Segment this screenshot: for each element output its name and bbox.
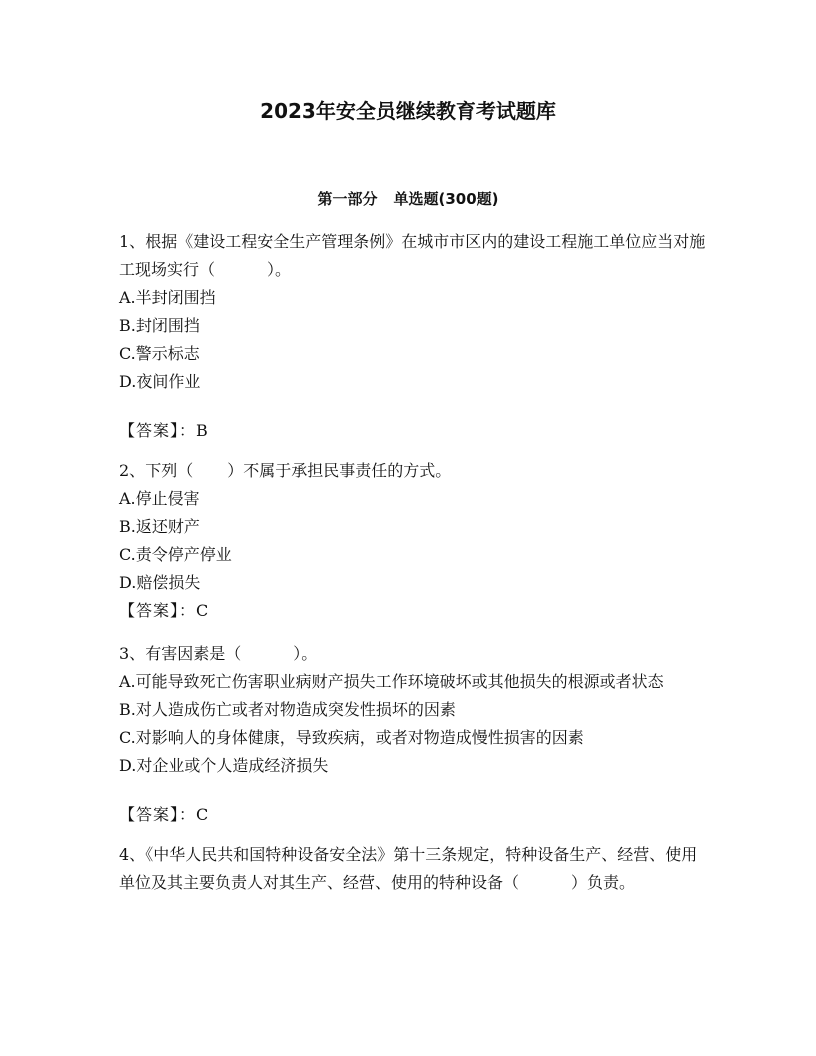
option-d: D.夜间作业 <box>119 372 201 391</box>
answer-label: 【答案】： <box>119 421 197 440</box>
stem-text-before: 《中华人民共和国特种设备安全法》第十三条规定，特种设备生产、经营、使用单位及其主要负责人对其生产、经营、使用的特种设备（ <box>119 845 698 892</box>
answer-value: C <box>196 601 210 620</box>
question-stem <box>119 228 709 284</box>
answer-label: 【答案】： <box>119 601 197 620</box>
option-c: C.对影响人的身体健康，导致疾病，或者对物造成慢性损害的因素 <box>119 728 584 747</box>
stem-text-after: ）负责。 <box>571 873 636 892</box>
stem-text-before: 有害因素是（ <box>145 644 242 663</box>
option-c: C.警示标志 <box>119 344 200 363</box>
question-number: 2、 <box>119 461 146 480</box>
answer-value: C <box>196 805 210 824</box>
option-a: A.停止侵害 <box>119 489 200 508</box>
section-heading <box>0 188 816 210</box>
question-4 <box>119 841 709 897</box>
option-b: B.封闭围挡 <box>119 316 200 335</box>
answer-label: 【答案】： <box>119 805 197 824</box>
answer-line <box>119 417 709 445</box>
question-stem <box>119 841 709 897</box>
question-number: 3、 <box>119 644 146 663</box>
option-d: D.对企业或个人造成经济损失 <box>119 756 329 775</box>
stem-text-after: ）。 <box>267 260 292 279</box>
option-b: B.对人造成伤亡或者对物造成突发性损坏的因素 <box>119 700 456 719</box>
answer-line <box>119 801 709 829</box>
document-title: 2023年安全员继续教育考试题库 <box>260 99 556 123</box>
question-list <box>119 228 709 897</box>
question-number: 1、 <box>119 232 146 251</box>
question-stem <box>119 640 709 668</box>
question-number: 4、 <box>119 845 146 864</box>
stem-text-after: ）。 <box>293 644 318 663</box>
section-part: 第一部分 <box>317 190 378 208</box>
stem-text-after: ）不属于承担民事责任的方式。 <box>227 461 452 480</box>
question-2 <box>119 457 709 625</box>
option-a: A.半封闭围挡 <box>119 288 216 307</box>
section-type: 单选题(300题) <box>393 190 499 208</box>
option-b: B.返还财产 <box>119 517 200 536</box>
question-1 <box>119 228 709 445</box>
option-d: D.赔偿损失 <box>119 573 201 592</box>
stem-text-before: 下列（ <box>145 461 194 480</box>
answer-line <box>119 597 709 625</box>
stem-text-before: 根据《建设工程安全生产管理条例》在城市市区内的建设工程施工单位应当对施工现场实行（ <box>119 232 706 279</box>
option-c: C.责令停产停业 <box>119 545 232 564</box>
question-stem <box>119 457 709 485</box>
question-3 <box>119 640 709 829</box>
option-a: A.可能导致死亡伤害职业病财产损失工作环境破坏或其他损失的根源或者状态 <box>119 672 664 691</box>
answer-value: B <box>196 421 209 440</box>
